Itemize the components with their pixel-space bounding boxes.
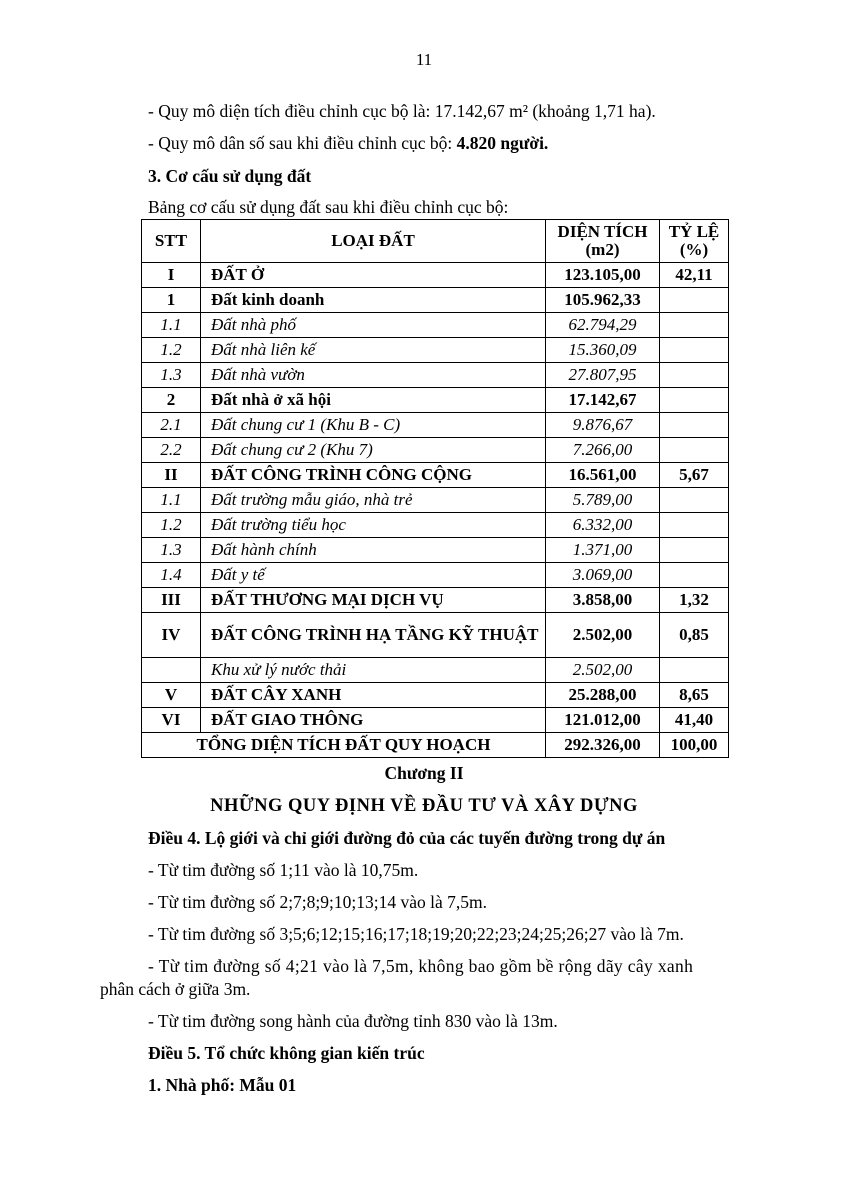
row-land-type: Đất trường tiểu học [201, 513, 546, 538]
row-area: 2.502,00 [546, 613, 660, 658]
row-land-type: Đất chung cư 2 (Khu 7) [201, 438, 546, 463]
header-area: DIỆN TÍCH (m2) [546, 220, 660, 263]
row-land-type: Đất nhà phố [201, 313, 546, 338]
table-row [142, 463, 729, 488]
row-stt: II [142, 463, 201, 488]
table-row [142, 263, 729, 288]
row-land-type: Đất trường mẫu giáo, nhà trẻ [201, 488, 546, 513]
header-land-type: LOẠI ĐẤT [201, 220, 546, 263]
article-5-heading: Điều 5. Tổ chức không gian kiến trúc [148, 1043, 425, 1063]
row-land-type: ĐẤT THƯƠNG MẠI DỊCH VỤ [201, 588, 546, 613]
row-stt: 1.3 [142, 363, 201, 388]
row-area: 2.502,00 [546, 658, 660, 683]
table-row [142, 363, 729, 388]
row-stt: I [142, 263, 201, 288]
table-row [142, 313, 729, 338]
row-ratio [660, 363, 729, 388]
population-prefix: - Quy mô dân số sau khi điều chỉnh cục bộ: [148, 133, 457, 153]
row-ratio: 0,85 [660, 613, 729, 658]
row-land-type: ĐẤT GIAO THÔNG [201, 708, 546, 733]
row-stt: 2 [142, 388, 201, 413]
row-area: 121.012,00 [546, 708, 660, 733]
table-row [142, 513, 729, 538]
row-area: 6.332,00 [546, 513, 660, 538]
row-land-type: Đất chung cư 1 (Khu B - C) [201, 413, 546, 438]
row-ratio [660, 563, 729, 588]
row-stt: IV [142, 613, 201, 658]
row-stt: 1.4 [142, 563, 201, 588]
row-ratio [660, 288, 729, 313]
table-header-row [142, 220, 729, 263]
row-ratio: 8,65 [660, 683, 729, 708]
row-stt: 1.3 [142, 538, 201, 563]
row-land-type: ĐẤT CÂY XANH [201, 683, 546, 708]
row-area: 15.360,09 [546, 338, 660, 363]
article-5-subheading: 1. Nhà phố: Mẫu 01 [148, 1075, 297, 1095]
row-area: 1.371,00 [546, 538, 660, 563]
chapter-title: NHỮNG QUY ĐỊNH VỀ ĐẦU TƯ VÀ XÂY DỰNG [210, 796, 638, 816]
row-ratio [660, 538, 729, 563]
total-ratio: 100,00 [660, 733, 729, 758]
row-ratio [660, 488, 729, 513]
table-row [142, 658, 729, 683]
row-stt: 1 [142, 288, 201, 313]
row-area: 5.789,00 [546, 488, 660, 513]
row-area: 7.266,00 [546, 438, 660, 463]
row-ratio [660, 513, 729, 538]
row-area: 62.794,29 [546, 313, 660, 338]
row-stt: 1.1 [142, 488, 201, 513]
row-stt: 1.2 [142, 338, 201, 363]
chapter-label: Chương II [384, 763, 464, 783]
table-row [142, 683, 729, 708]
table-row [142, 338, 729, 363]
article-4-item-continued: phân cách ở giữa 3m. [100, 979, 251, 999]
row-land-type: ĐẤT CÔNG TRÌNH HẠ TẦNG KỸ THUẬT [201, 613, 546, 658]
table-row [142, 613, 729, 658]
land-use-table [141, 219, 729, 758]
row-area: 123.105,00 [546, 263, 660, 288]
population-line [148, 132, 548, 154]
article-4-heading: Điều 4. Lộ giới và chỉ giới đường đỏ của các tuyến đường trong dự án [148, 828, 666, 848]
table-row [142, 538, 729, 563]
row-land-type: ĐẤT Ở [201, 263, 546, 288]
table-row [142, 488, 729, 513]
table-caption: Bảng cơ cấu sử dụng đất sau khi điều chỉnh cục bộ: [148, 197, 509, 217]
row-land-type: Đất nhà ở xã hội [201, 388, 546, 413]
row-land-type: Đất y tế [201, 563, 546, 588]
article-4-item: - Từ tim đường số 2;7;8;9;10;13;14 vào là 7,5m. [148, 892, 488, 912]
table-row [142, 563, 729, 588]
row-ratio [660, 658, 729, 683]
row-land-type: Đất nhà vườn [201, 363, 546, 388]
row-area: 27.807,95 [546, 363, 660, 388]
row-area: 105.962,33 [546, 288, 660, 313]
table-row [142, 288, 729, 313]
total-label: TỔNG DIỆN TÍCH ĐẤT QUY HOẠCH [142, 733, 546, 758]
row-stt [142, 658, 201, 683]
table-body [142, 263, 729, 758]
page-number: 11 [415, 50, 433, 69]
total-area: 292.326,00 [546, 733, 660, 758]
row-ratio: 5,67 [660, 463, 729, 488]
section-heading: 3. Cơ cấu sử dụng đất [148, 166, 312, 186]
header-stt: STT [142, 220, 201, 263]
row-area: 9.876,67 [546, 413, 660, 438]
article-4-item: - Từ tim đường số 3;5;6;12;15;16;17;18;19;20;22;23;24;25;26;27 vào là 7m. [148, 924, 684, 944]
table-row [142, 708, 729, 733]
header-ratio: TỶ LỆ (%) [660, 220, 729, 263]
row-land-type: Đất kinh doanh [201, 288, 546, 313]
row-area: 3.858,00 [546, 588, 660, 613]
area-scale-line: - Quy mô diện tích điều chỉnh cục bộ là: 17.142,67 m² (khoảng 1,71 ha). [148, 101, 656, 121]
table-total-row [142, 733, 729, 758]
article-4-item: - Từ tim đường song hành của đường tỉnh 830 vào là 13m. [148, 1011, 558, 1031]
row-stt: 1.1 [142, 313, 201, 338]
row-stt: 1.2 [142, 513, 201, 538]
table-row [142, 388, 729, 413]
article-4-item: - Từ tim đường số 4;21 vào là 7,5m, không bao gồm bề rộng dãy cây xanh [148, 956, 694, 976]
row-ratio [660, 338, 729, 363]
row-stt: V [142, 683, 201, 708]
row-land-type: Đất nhà liên kế [201, 338, 546, 363]
row-stt: 2.1 [142, 413, 201, 438]
row-ratio [660, 388, 729, 413]
row-area: 3.069,00 [546, 563, 660, 588]
row-area: 25.288,00 [546, 683, 660, 708]
table-row [142, 588, 729, 613]
row-ratio: 1,32 [660, 588, 729, 613]
table-row [142, 413, 729, 438]
row-stt: 2.2 [142, 438, 201, 463]
population-value: 4.820 người. [456, 133, 549, 153]
row-stt: VI [142, 708, 201, 733]
article-4-item: - Từ tim đường số 1;11 vào là 10,75m. [148, 860, 419, 880]
row-area: 17.142,67 [546, 388, 660, 413]
row-ratio: 41,40 [660, 708, 729, 733]
row-ratio: 42,11 [660, 263, 729, 288]
row-ratio [660, 413, 729, 438]
row-stt: III [142, 588, 201, 613]
row-ratio [660, 438, 729, 463]
row-ratio [660, 313, 729, 338]
row-land-type: Đất hành chính [201, 538, 546, 563]
row-area: 16.561,00 [546, 463, 660, 488]
table-row [142, 438, 729, 463]
row-land-type: ĐẤT CÔNG TRÌNH CÔNG CỘNG [201, 463, 546, 488]
row-land-type: Khu xử lý nước thải [201, 658, 546, 683]
